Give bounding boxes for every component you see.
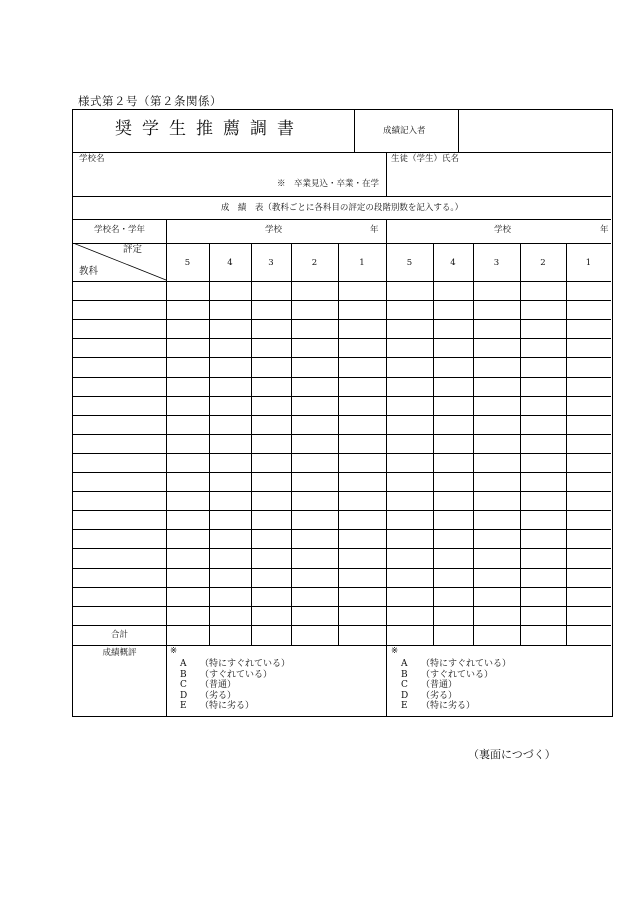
asterisk-right: ※ [391,646,399,656]
divider [386,152,387,196]
grid-hline [73,587,611,588]
divider [458,110,459,152]
grid-vline [566,243,567,645]
grid-hline [73,625,611,626]
grid-vline [433,243,434,645]
grid-vline [209,243,210,645]
school-year-label: 学校名・学年 [93,225,145,235]
scale-item: A （特にすぐれている） [401,659,512,669]
grid-hline [73,357,611,358]
grid-hline [73,434,611,435]
grid-vline [473,243,474,645]
grid-hline [73,338,611,339]
grid-hline [73,396,611,397]
grid-hline [73,491,611,492]
school-name-label: 学校名 [79,154,105,164]
rating-label: 3 [493,258,500,268]
grid-vline [520,243,521,645]
rating-label: 2 [540,258,546,268]
school-label-left: 学校 [265,225,283,235]
total-label: 合計 [110,630,128,640]
grader-label: 成績記入者 [383,126,426,136]
divider [354,110,355,152]
grid-hline [73,529,611,530]
scale-item: A （特にすぐれている） [180,659,291,669]
year-label-right: 年 [600,225,609,235]
form-number: 様式第２号（第２条関係） [78,94,222,108]
grid-hline [73,606,611,607]
rating-label: 3 [268,258,274,268]
scale-item: D （劣る） [180,690,237,701]
rating-label: 4 [227,258,233,268]
divider [73,196,611,197]
grade-scale-right [401,659,511,712]
scale-item: B （すぐれている） [401,669,494,680]
recommendation-form [72,109,613,717]
school-label-right: 学校 [494,225,512,235]
grid-hline [73,568,611,569]
grid-hline [73,319,611,320]
enroll-status: ※ 卒業見込・卒業・在学 [277,179,380,189]
grid-hline [73,472,611,473]
scale-item: C （普通） [401,680,458,690]
rating-label: 5 [184,258,191,268]
rating-label: 1 [359,258,365,268]
year-label-left: 年 [370,225,379,235]
scale-item: B （すぐれている） [180,669,273,680]
grid-vline [338,243,339,645]
form-title: 奨学生推薦調書 [115,119,304,139]
scale-item: E （特に劣る） [180,701,255,711]
rating-label: 5 [406,258,413,268]
kyoka-label: 教科 [79,266,99,277]
grid-vline [386,219,387,716]
divider [73,152,611,153]
student-name-label: 生徒（学生）氏名 [391,154,460,164]
asterisk-left: ※ [170,646,178,656]
divider [73,219,611,220]
grades-table-title: 成 績 表（教科ごとに各科目の評定の段階別数を記入する。） [220,203,464,213]
hyotei-label: 評定 [123,244,143,255]
grid-hline [73,377,611,378]
grid-hline [73,300,611,301]
scale-item: E （特に劣る） [401,701,476,711]
grade-scale-left [180,659,290,712]
grid-hline [73,415,611,416]
grid-hline [73,510,611,511]
grid-hline [73,281,611,282]
grid-vline [251,243,252,645]
grid-hline [73,453,611,454]
rating-label: 2 [311,258,318,268]
grid-hline [73,548,611,549]
grid-vline [291,243,292,645]
rating-label: 1 [585,258,592,268]
divider [73,645,611,646]
rating-label: 4 [450,258,456,268]
scale-item: D （劣る） [401,690,458,701]
back-note: （裏面につづく） [468,748,556,761]
scale-item: C （普通） [180,680,237,690]
summary-label: 成績概評 [102,648,137,658]
grid-vline [166,219,167,716]
